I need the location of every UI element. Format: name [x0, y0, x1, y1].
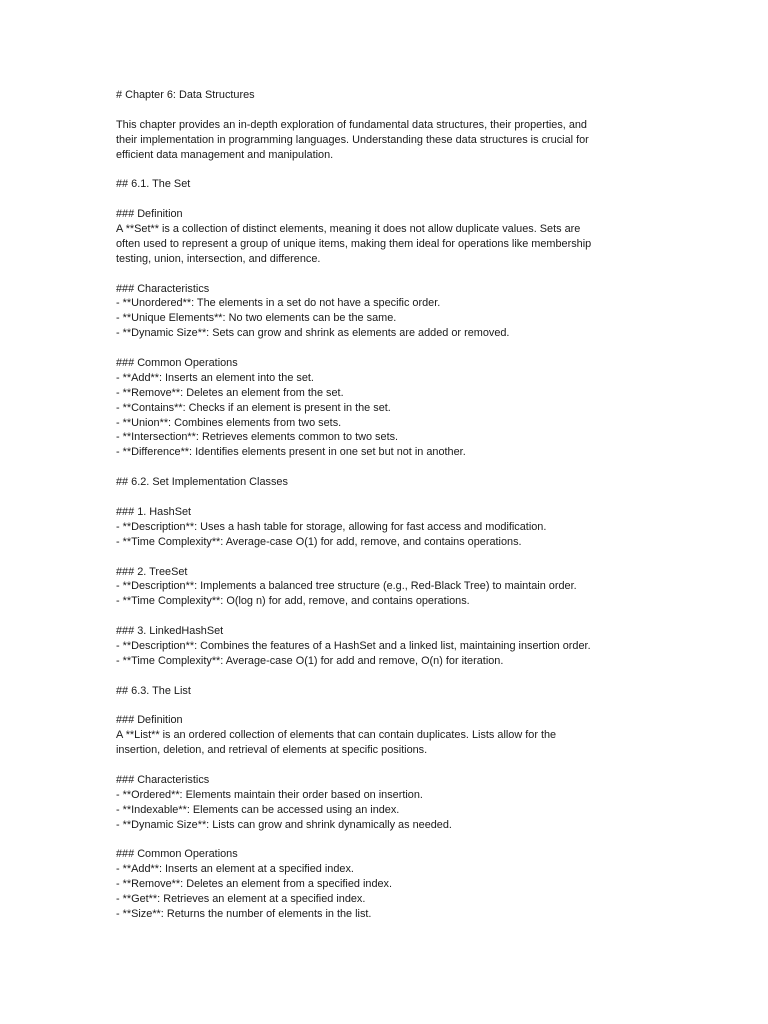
list-definition-line: A **List** is an ordered collection of elements that can contain duplicates. Lists allow for the — [116, 729, 557, 742]
list-item: - **Time Complexity**: O(log n) for add, remove, and contains operations. — [116, 595, 470, 608]
list-item: - **Unordered**: The elements in a set do not have a specific order. — [116, 297, 441, 310]
list-definition-line: insertion, deletion, and retrieval of elements at specific positions. — [116, 744, 428, 757]
list-item: - **Description**: Uses a hash table for storage, allowing for fast access and modification. — [116, 520, 547, 533]
intro-paragraph-line: This chapter provides an in-depth exploration of fundamental data structures, their properties, and — [116, 118, 587, 131]
section-heading-set: ## 6.1. The Set — [116, 178, 191, 191]
list-item: - **Dynamic Size**: Lists can grow and shrink dynamically as needed. — [116, 818, 452, 831]
list-item: - **Difference**: Identifies elements present in one set but not in another. — [116, 446, 466, 459]
list-item: - **Add**: Inserts an element into the set. — [116, 371, 314, 384]
set-definition-line: A **Set** is a collection of distinct elements, meaning it does not allow duplicate values. Sets are — [116, 223, 581, 236]
blank-line — [116, 833, 656, 848]
subheading-characteristics: ### Characteristics — [116, 773, 210, 786]
blank-line — [116, 490, 656, 505]
list-item: - **Ordered**: Elements maintain their order based on insertion. — [116, 788, 423, 801]
list-item: - **Time Complexity**: Average-case O(1) for add and remove, O(n) for iteration. — [116, 654, 504, 667]
subheading-linkedhashset: ### 3. LinkedHashSet — [116, 625, 224, 638]
subheading-definition: ### Definition — [116, 714, 183, 727]
list-item: - **Add**: Inserts an element at a specified index. — [116, 863, 354, 876]
blank-line — [116, 267, 656, 282]
blank-line — [116, 609, 656, 624]
list-item: - **Unique Elements**: No two elements can be the same. — [116, 312, 397, 325]
list-item: - **Dynamic Size**: Sets can grow and shrink as elements are added or removed. — [116, 327, 510, 340]
section-heading-list: ## 6.3. The List — [116, 684, 191, 697]
blank-line — [116, 758, 656, 773]
list-item: - **Indexable**: Elements can be accessed using an index. — [116, 803, 400, 816]
blank-line — [116, 550, 656, 565]
set-definition-line: often used to represent a group of unique items, making them ideal for operations like membership — [116, 237, 592, 250]
blank-line — [116, 162, 656, 177]
list-item: - **Size**: Returns the number of elements in the list. — [116, 907, 372, 920]
blank-line — [116, 341, 656, 356]
list-item: - **Contains**: Checks if an element is present in the set. — [116, 401, 391, 414]
list-item: - **Get**: Retrieves an element at a specified index. — [116, 893, 366, 906]
list-item: - **Remove**: Deletes an element from a specified index. — [116, 878, 393, 891]
blank-line — [116, 192, 656, 207]
subheading-hashset: ### 1. HashSet — [116, 505, 192, 518]
subheading-common-operations: ### Common Operations — [116, 848, 238, 861]
chapter-heading: # Chapter 6: Data Structures — [116, 89, 255, 101]
list-item: - **Intersection**: Retrieves elements common to two sets. — [116, 431, 399, 444]
set-definition-line: testing, union, intersection, and difference. — [116, 252, 321, 265]
list-item: - **Remove**: Deletes an element from the set. — [116, 386, 344, 399]
list-item: - **Description**: Implements a balanced tree structure (e.g., Red-Black Tree) to maintain order. — [116, 580, 577, 593]
subheading-definition: ### Definition — [116, 208, 183, 221]
list-item: - **Time Complexity**: Average-case O(1) for add, remove, and contains operations. — [116, 535, 522, 548]
blank-line — [116, 669, 656, 684]
list-item: - **Description**: Combines the features of a HashSet and a linked list, maintaining insertion order. — [116, 639, 591, 652]
intro-paragraph-line: efficient data management and manipulation. — [116, 148, 334, 161]
blank-line — [116, 699, 656, 714]
blank-line — [116, 103, 656, 118]
subheading-treeset: ### 2. TreeSet — [116, 565, 188, 578]
document-body — [116, 88, 656, 922]
subheading-characteristics: ### Characteristics — [116, 282, 210, 295]
blank-line — [116, 460, 656, 475]
section-heading-set-implementation: ## 6.2. Set Implementation Classes — [116, 476, 288, 489]
list-item: - **Union**: Combines elements from two sets. — [116, 416, 342, 429]
subheading-common-operations: ### Common Operations — [116, 357, 238, 370]
intro-paragraph-line: their implementation in programming languages. Understanding these data structures is crucial for — [116, 133, 589, 146]
